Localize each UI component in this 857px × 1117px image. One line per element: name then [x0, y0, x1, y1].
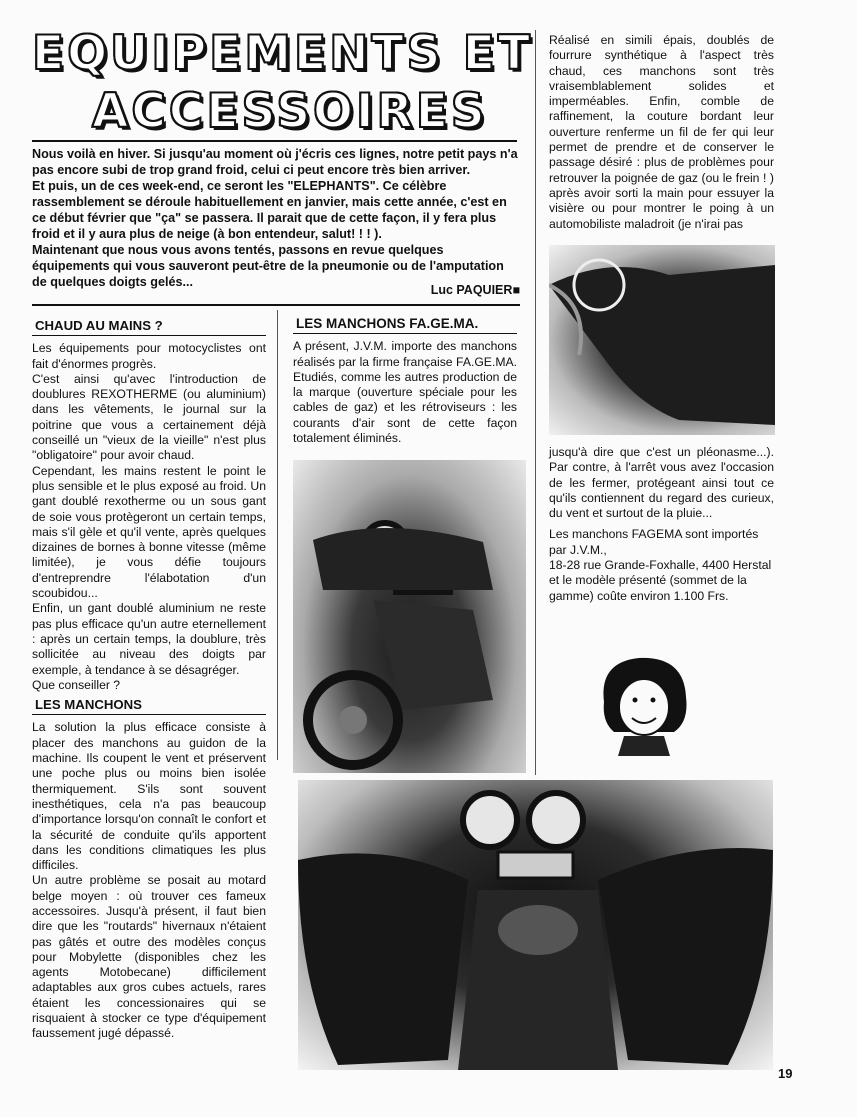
byline: Luc PAQUIER■ — [430, 283, 520, 297]
caricature-face-icon — [594, 652, 694, 758]
column-divider-1 — [277, 310, 278, 760]
chaud-p5: Que conseiller ? — [32, 677, 121, 692]
import-line-2: 18-28 rue Grande-Foxhalle, 4400 Herstal — [549, 558, 772, 573]
intro-rule — [32, 304, 520, 306]
manchons-p2: Un autre problème se posait au motard belge moyen : où trouver ces fameux accessoires. Jusqu'à présent, il faut bien dire que les "routards" hivernaux n'étaient pas gâtés et outre des modèles conçus pour Mobylette (disponibles chez les agents Motobecane) difficilement adaptables aux gros cubes actuels, rares étaient les concessionaires qui se risquaient à stocker ce type d'équipement faussement jugé dépassé. — [32, 873, 266, 1041]
manchons-p1: La solution la plus efficace consiste à placer des manchons au guidon de la machine. Ils coupent le vent et préservent une poche plus ou moins bien isolée thermiquement. S'ils sont souvent inesthétiques, cela n'a pas beaucoup d'importance lorsqu'on connaît le confort et la sécurité de conduite qu'ils apportent dans les conditions climatiques les plus difficiles. — [32, 720, 266, 873]
chaud-p4: Enfin, un gant doublé aluminium ne reste pas plus efficace qu'un autre eternellement : après un certain temps, la doublure, très sollicitée au niveau des doigts par exemple, à tendance à se désagréger. — [32, 601, 266, 677]
chaud-p3: Cependant, les mains restent le point le plus sensible et le plus exposé au froid. Un gant doublé rexotherme ou un sous gant de soie vous protègeront un certain temps, mais s'il gèle et qu'il vente, après quelques dizaines de bornes à bonne vitesse (même limitée), je vous défie toujours d'entreprendre l'élabotation d'un scoubidou... — [32, 463, 266, 601]
import-line-1: Les manchons FAGEMA sont importés par J.V.M., — [549, 527, 759, 557]
manchon-photo — [549, 245, 775, 435]
title-line-2: ACCESSOIRES — [92, 84, 488, 139]
motorcycle-illustration-icon — [293, 460, 526, 773]
column-left — [32, 316, 266, 1042]
chaud-p1: Les équipements pour motocyclistes ont fait d'énormes progrès. — [32, 341, 266, 371]
right-p2: jusqu'à dire que c'est un pléonasme...). Par contre, à l'arrêt vous avez l'occasion de les fermer, protégeant ainsi tout ce qu'ils contiennent du regard des curieux, du vent et surtout de la pluie... — [549, 445, 774, 521]
dashboard-illustration-icon — [298, 780, 773, 1070]
intro-paragraph-3: Maintenant que nous vous avons tentés, passons en revue quelques équipements qui vous sauveront peut-être de la pneumonie ou de l'amputation de quelques doigts gelés... — [32, 243, 504, 289]
column-divider-2 — [535, 30, 536, 775]
intro-paragraph-1: Nous voilà en hiver. Si jusqu'au moment où j'écris ces lignes, notre petit pays n'a pas encore subi de trop grand froid, celui ci peut encore très bien arriver. — [32, 147, 518, 177]
column-right-top — [549, 33, 774, 238]
column-middle — [293, 314, 517, 452]
heading-chaud: CHAUD AU MAINS ? — [32, 316, 266, 336]
motorcycle-photo — [293, 460, 526, 773]
handlebar-muff-icon — [549, 245, 775, 435]
page-number: 19 — [778, 1066, 793, 1081]
right-p1: Réalisé en simili épais, doublés de fourrure synthétique à l'aspect très chaud, ces manchons sont très vraisemblablement solides et imperméables. Enfin, comble de raffinement, la couture bordant leur ouverture renferme un fil de fer qui leur permet de prendre et de conserver le passage désiré : plus de problèmes pour retrouver la poignée de gaz (ou le frein ! ) après avoir sorti la main pour essuyer la visière ou pour montrer le poing à un automobiliste maladroit (je n'irai pas — [549, 33, 774, 231]
intro-paragraph-2: Et puis, un de ces week-end, ce seront les "ELEPHANTS". Ce célèbre rassemblement se déroule habituellement en janvier, mais cette année, c'est en ce début février que "ça" se passera. Il parait que de cette façon, il y fera plus froid et il y aura plus de neige (à bon entendeur, salut! ! ! ). — [32, 179, 507, 241]
title-rule — [32, 140, 517, 142]
author-caricature — [594, 652, 694, 758]
import-line-3: et le modèle présenté (sommet de la gamme) coûte environ 1.100 Frs. — [549, 573, 747, 603]
column-right-mid — [549, 445, 774, 604]
chaud-p2: C'est ainsi qu'avec l'introduction de doublures REXOTHERME (ou aluminium) dans les vêtements, le journal sur la poitrine que vous a certainement déjà conseillé un "vieux de la vieille" n'est plus "obligatoire" pour avoir chaud. — [32, 371, 266, 463]
heading-fagema: LES MANCHONS FA.GE.MA. — [293, 314, 517, 334]
dashboard-photo — [298, 780, 773, 1070]
fagema-p1: A présent, J.V.M. importe des manchons réalisés par la firme française FA.GE.MA. Etudiés, comme les autres production de la marque (ouverture spéciale pour les cables de gaz) et les rétroviseurs : les courants d'air sont de cette façon totalement éliminés. — [293, 339, 517, 446]
title-line-1: EQUIPEMENTS ET — [32, 26, 533, 81]
heading-manchons: LES MANCHONS — [32, 695, 266, 715]
intro — [32, 146, 520, 290]
